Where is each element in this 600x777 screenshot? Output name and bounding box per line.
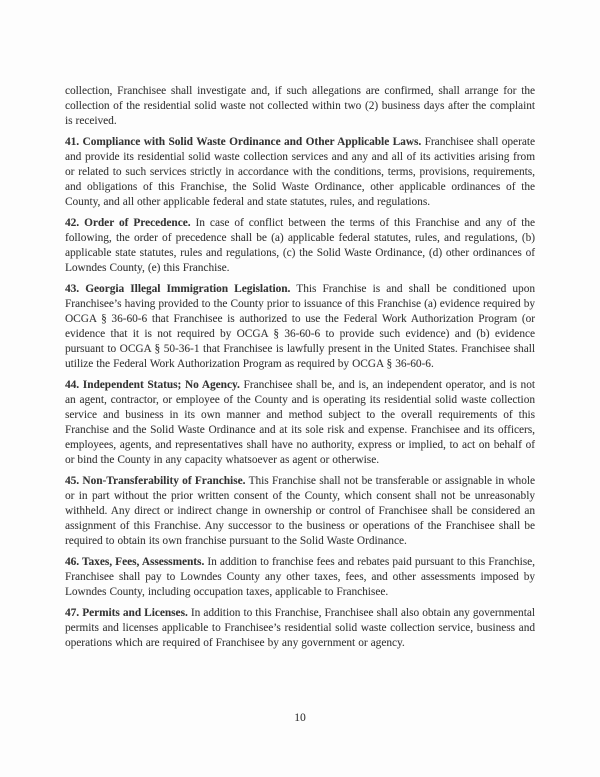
section-heading: 41. Compliance with Solid Waste Ordinance and Other Applicable Laws. bbox=[65, 136, 422, 148]
section-heading: 42. Order of Precedence. bbox=[65, 217, 191, 229]
section-body: This Franchise is and shall be conditioned upon Franchisee’s having provided to the County prior to issuance of this Franchise (a) evidence required by OCGA § 36-60-6 that Franchisee is authorized to use the Federal Work Authorization Program (or evidence that it is not required by OCGA § 36-60-6 to provide such evidence) and (b) evidence pursuant to OCGA § 50-36-1 that Franchisee is lawfully present in the United States. Franchisee shall utilize the Federal Work Authorization Program as required by OCGA § 36-60-6. bbox=[65, 283, 535, 370]
paragraph-46 bbox=[65, 555, 535, 600]
section-heading: 46. Taxes, Fees, Assessments. bbox=[65, 556, 205, 568]
section-heading: 44. Independent Status; No Agency. bbox=[65, 379, 240, 391]
section-heading: 45. Non-Transferability of Franchise. bbox=[65, 475, 246, 487]
paragraph-42 bbox=[65, 216, 535, 276]
page-number: 10 bbox=[294, 712, 306, 724]
section-body: In addition to this Franchise, Franchisee shall also obtain any governmental permits and licenses applicable to Franchisee’s residential solid waste collection service, business and operations which are required of Franchisee by any government or agency. bbox=[65, 607, 535, 649]
document-body bbox=[65, 84, 535, 657]
section-heading: 47. Permits and Licenses. bbox=[65, 607, 188, 619]
paragraph-44 bbox=[65, 378, 535, 468]
section-heading: 43. Georgia Illegal Immigration Legislation. bbox=[65, 283, 291, 295]
paragraph-continuation bbox=[65, 84, 535, 129]
section-body: In addition to franchise fees and rebates paid pursuant to this Franchise, Franchisee shall pay to Lowndes County any other taxes, fees, and other assessments imposed by Lowndes County, including occupation taxes, applicable to Franchisee. bbox=[65, 556, 536, 598]
section-body: Franchisee shall be, and is, an independent operator, and is not an agent, contractor, or employee of the County and is operating its residential solid waste collection service and business in its own manner and method subject to the overall requirements of this Franchise and the Solid Waste Ordinance and at its sole risk and expense. Franchisee and its officers, employees, agents, and representatives shall have no authority, express or implied, to act on behalf of or bind the County in any capacity whatsoever as agent or otherwise. bbox=[65, 379, 535, 466]
paragraph-41 bbox=[65, 135, 535, 210]
paragraph-43 bbox=[65, 282, 535, 372]
section-body: This Franchise shall not be transferable or assignable in whole or in part without the prior written consent of the County, which consent shall not be unreasonably withheld. Any direct or indirect change in ownership or control of Franchisee shall be considered an assignment of this Franchise. Any successor to the business or operations of the Franchisee shall be required to obtain its own franchise pursuant to the Solid Waste Ordinance. bbox=[65, 475, 535, 547]
section-body: collection, Franchisee shall investigate and, if such allegations are confirmed, shall arrange for the collection of the residential solid waste not collected within two (2) business days after the complaint is received. bbox=[65, 85, 535, 127]
paragraph-45 bbox=[65, 474, 535, 549]
paragraph-47 bbox=[65, 606, 535, 651]
section-body: Franchisee shall operate and provide its residential solid waste collection services and any and all of its activities arising from or related to such services strictly in accordance with the conditions, terms, provisions, requirements, and obligations of this Franchise, the Solid Waste Ordinance, other applicable ordinances of the County, and all other applicable federal and state statutes, rules, and regulations. bbox=[65, 136, 536, 208]
section-body: In case of conflict between the terms of this Franchise and any of the following, the order of precedence shall be (a) applicable federal statutes, rules, and regulations, (b) applicable state statutes, rules and regulations, (c) the Solid Waste Ordinance, (d) other ordinances of Lowndes County, (e) this Franchise. bbox=[65, 217, 535, 274]
